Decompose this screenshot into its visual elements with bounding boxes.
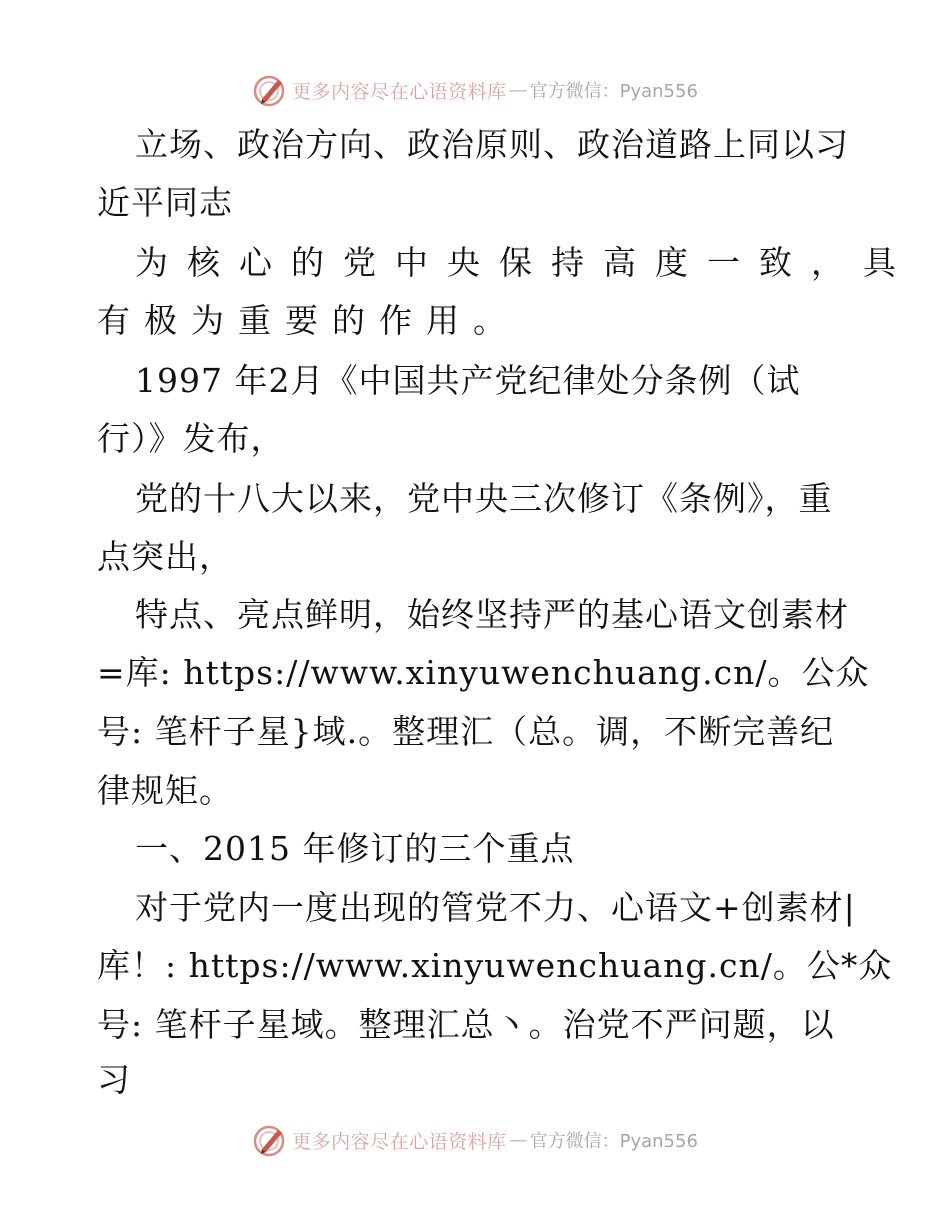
pen-logo-icon (252, 1122, 288, 1158)
text-line: 行）》发布， (97, 419, 285, 458)
watermark-separator: — (508, 1129, 528, 1151)
watermark-text: 更多内容尽在心语资料库 (292, 80, 507, 103)
text-line: 点突出， (97, 537, 233, 576)
text-line: 对于党内一度出现的管党不力、心语文+创素材| (135, 888, 856, 927)
text-line: 习 (97, 1060, 131, 1099)
text-line: 号: 笔杆子星}域.。整理汇（总。调，不断完善纪 (97, 712, 835, 751)
text-line: 1997 年2月《中国共产党纪律处分条例（试 (135, 361, 801, 400)
watermark-text: 更多内容尽在心语资料库 (292, 1130, 507, 1153)
text-line: 立场、政治方向、政治原则、政治道路上同以习 (135, 125, 849, 164)
text-line: 特点、亮点鲜明，始终坚持严的基心语文创素材 (135, 595, 849, 634)
text-line: 有极为重要的作用。 (97, 301, 520, 340)
footer-watermark (0, 1120, 950, 1160)
header-watermark (0, 70, 950, 110)
text-line: 号: 笔杆子星域。整理汇总丶。治党不严问题，以 (97, 1005, 835, 1044)
pen-logo-icon (252, 72, 288, 108)
watermark-contact: 官方微信：Pyan556 (529, 1131, 698, 1152)
text-line: 近平同志 (97, 183, 233, 222)
text-line: =库: https://www.xinyuwenchuang.cn/。公众 (97, 653, 870, 692)
text-line: 库！: https://www.xinyuwenchuang.cn/。公*众 (97, 946, 893, 985)
text-line: 律规矩。 (97, 771, 233, 810)
watermark-separator: — (508, 79, 528, 101)
text-line: 一、2015 年修订的三个重点 (135, 829, 575, 868)
watermark-contact: 官方微信：Pyan556 (529, 81, 698, 102)
text-line: 党的十八大以来，党中央三次修订《条例》，重 (135, 479, 833, 518)
text-line: 为核心的党中央保持高度一致，具 (135, 243, 915, 282)
